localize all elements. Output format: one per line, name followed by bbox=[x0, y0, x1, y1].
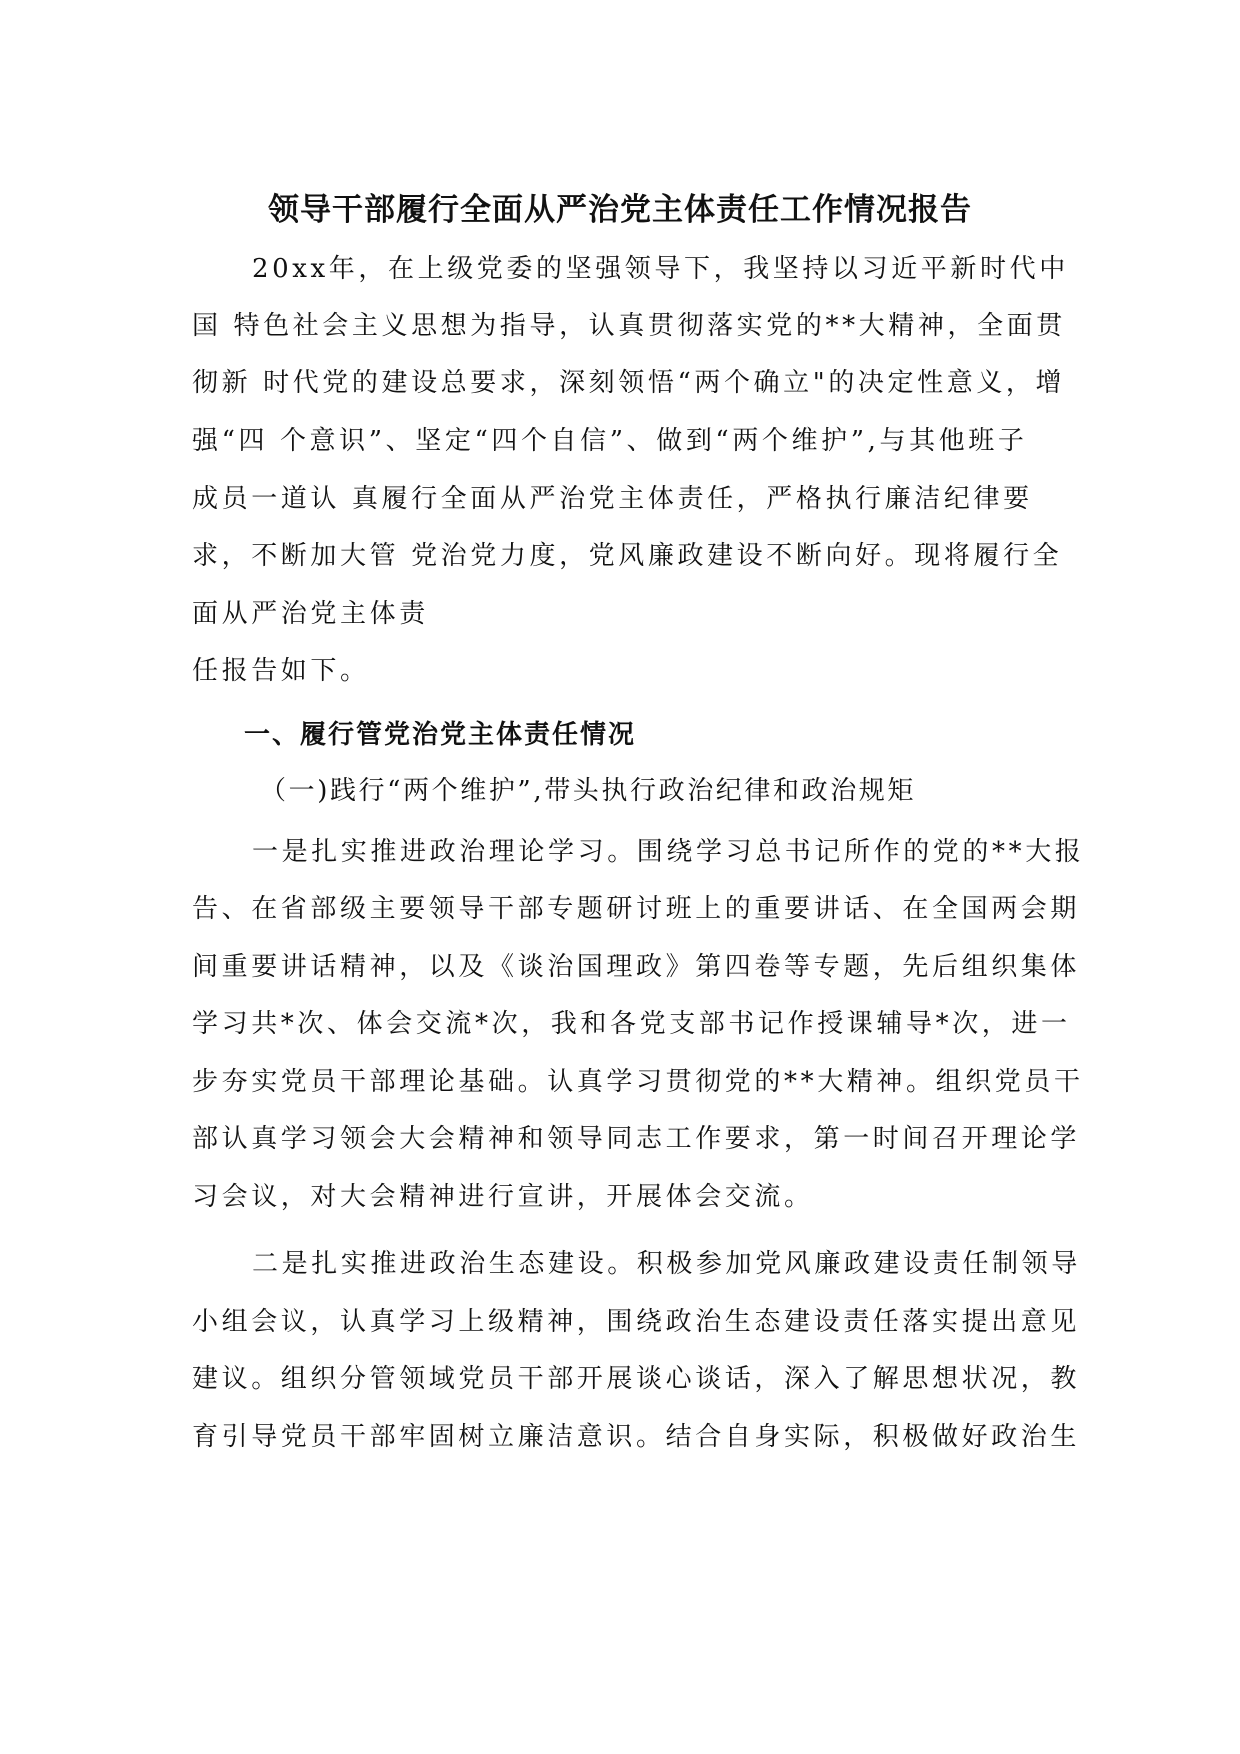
document-title: 领导干部履行全面从严治党主体责任工作情况报告 bbox=[268, 192, 972, 228]
intro-line: 任报告如下。 bbox=[192, 656, 370, 686]
paragraph-line: 建议。组织分管领域党员干部开展谈心谈话，深入了解思想状况，教 bbox=[192, 1364, 1081, 1394]
paragraph-line: 小组会议，认真学习上级精神，围绕政治生态建设责任落实提出意见 bbox=[192, 1307, 1081, 1337]
paragraph-line: 间重要讲话精神，以及《谈治国理政》第四卷等专题，先后组织集体 bbox=[192, 952, 1081, 982]
paragraph-line: 二是扎实推进政治生态建设。积极参加党风廉政建设责任制领导 bbox=[252, 1249, 1081, 1279]
intro-line: 面从严治党主体责 bbox=[192, 599, 429, 629]
section-heading: 一、履行管党治党主体责任情况 bbox=[244, 720, 637, 750]
paragraph-line: 步夯实党员干部理论基础。认真学习贯彻党的**大精神。组织党员干 bbox=[192, 1067, 1084, 1097]
paragraph-line: 部认真学习领会大会精神和领导同志工作要求，第一时间召开理论学 bbox=[192, 1124, 1081, 1154]
intro-line: 彻新 时代党的建设总要求，深刻领悟“两个确立"的决定性意义，增 bbox=[192, 368, 1066, 398]
paragraph-line: 学习共*次、体会交流*次，我和各党支部书记作授课辅导*次，进一 bbox=[192, 1009, 1071, 1039]
paragraph-line: 育引导党员干部牢固树立廉洁意识。结合自身实际，积极做好政治生 bbox=[192, 1422, 1081, 1452]
paragraph-line: 一是扎实推进政治理论学习。围绕学习总书记所作的党的**大报 bbox=[252, 837, 1085, 867]
intro-line: 20xx年，在上级党委的坚强领导下，我坚持以习近平新时代中 bbox=[252, 254, 1069, 284]
intro-line: 强“四 个意识”、坚定“四个自信”、做到“两个维护”,与其他班子 bbox=[192, 426, 1028, 456]
paragraph-line: 习会议，对大会精神进行宣讲，开展体会交流。 bbox=[192, 1182, 814, 1212]
intro-line: 成员一道认 真履行全面从严治党主体责任，严格执行廉洁纪律要 bbox=[192, 484, 1033, 514]
paragraph-line: 告、在省部级主要领导干部专题研讨班上的重要讲话、在全国两会期 bbox=[192, 894, 1081, 924]
intro-line: 国 特色社会主义思想为指导，认真贯彻落实党的**大精神，全面贯 bbox=[192, 311, 1066, 341]
subsection-heading: （一)践行“两个维护”,带头执行政治纪律和政治规矩 bbox=[260, 776, 916, 806]
intro-line: 求，不断加大管 党治党力度，党风廉政建设不断向好。现将履行全 bbox=[192, 541, 1063, 571]
